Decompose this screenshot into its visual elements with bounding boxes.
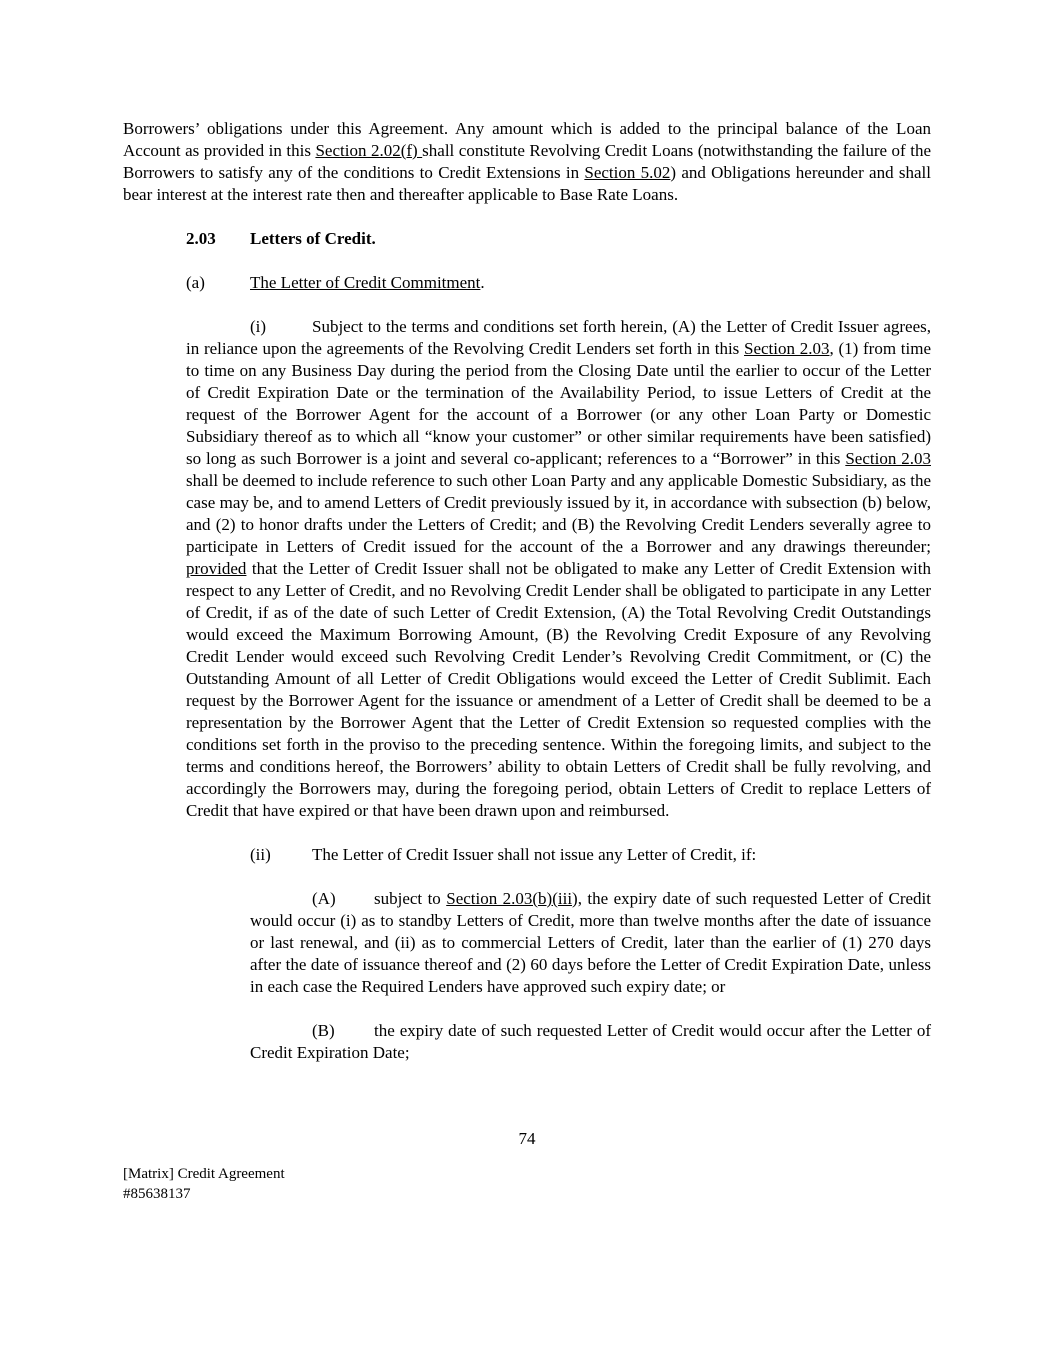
underlined-text-run: Section 5.02 bbox=[584, 163, 671, 182]
underlined-text-run: Section 2.03 bbox=[744, 339, 830, 358]
text-run: that the Letter of Credit Issuer shall not be obligated to make any Letter of Credit Extension with respect to any Letter of Credit, and no Revolving Credit Lender shall be obligated to participate in any Letter of Credit, if as of the date of such Letter of Credit Extension, (A) the Total Revolving Credit Outstandings would exceed the Maximum Borrowing Amount, (B) the Revolving Credit Exposure of any Revolving Credit Lender would exceed such Revolving Credit Lender’s Revolving Credit Commitment, or (C) the Outstanding Amount of all Letter of Credit Obligations would exceed the Letter of Credit Sublimit. Each request by the Borrower Agent for the issuance or amendment of a Letter of Credit shall be deemed to be a representation by the Borrower Agent that the Letter of Credit Extension so requested complies with the conditions set forth in the proviso to the preceding sentence. Within the foregoing limits, and subject to the terms and conditions hereof, the Borrowers’ ability to obtain Letters of Credit shall be fully revolving, and accordingly the Borrowers may, during the foregoing period, obtain Letters of Credit to replace Letters of Credit that have expired or that have been drawn upon and reimbursed. bbox=[186, 559, 931, 820]
text-run: the expiry date of such requested Letter of Credit would occur after the Letter of Credit Expiration Date; bbox=[250, 1021, 931, 1062]
text-run: . bbox=[480, 273, 485, 292]
clause-label: (A) bbox=[312, 889, 336, 908]
underlined-text-run: The Letter of Credit Commitment bbox=[250, 273, 481, 292]
clause-B-paragraph bbox=[250, 1020, 931, 1064]
underlined-text-run: Section 2.03 bbox=[845, 449, 931, 468]
footer-doc-id: #85638137 bbox=[123, 1186, 191, 1202]
text-run: shall be deemed to include reference to such other Loan Party and any applicable Domestic Subsidiary, as the case may be, and to amend Letters of Credit previously issued by it, in accordance with subsection (b) below, and (2) to honor drafts under the Letters of Credit; and (B) the Revolving Credit Lenders severally agree to participate in Letters of Credit issued for the account of the a Borrower and any drawings thereunder; bbox=[186, 471, 931, 556]
underlined-text-run: provided bbox=[186, 559, 247, 578]
underlined-text-run: Section 2.03(b)(iii), bbox=[446, 889, 582, 908]
text-run: , (1) from time to time on any Business Day during the period from the Closing Date until the earlier to occur of the Letter of Credit Expiration Date or the termination of the Availability Period, to issue Letters of Credit at the request of the Borrower Agent for the account of a Borrower (or any other Loan Party or Domestic Subsidiary thereof as to which all “know your customer” or other similar requirements have been satisfied) so long as such Borrower is a joint and several co-applicant; references to a “Borrower” in this bbox=[186, 339, 931, 468]
document-footer bbox=[123, 1164, 931, 1204]
text-run: ) and Obligations hereunder and shall bear interest at the interest rate then and thereafter applicable to Base Rate Loans. bbox=[123, 163, 931, 204]
clause-i-paragraph bbox=[186, 316, 931, 822]
paragraph-continuation bbox=[123, 118, 931, 206]
page-number: 74 bbox=[518, 1129, 536, 1148]
clause-label: (a) bbox=[186, 273, 205, 292]
section-heading-letters-of-credit bbox=[186, 228, 931, 250]
text-run: Borrowers’ obligations under this Agreement. Any amount which is added to the principal balance of the Loan Account as provided in this bbox=[123, 119, 931, 160]
clause-label: 2.03 bbox=[186, 229, 216, 248]
clause-a-heading bbox=[186, 272, 931, 294]
text-run: shall constitute Revolving Credit Loans (notwithstanding the failure of the Borrowers to satisfy any of the conditions to Credit Extensions in bbox=[123, 141, 931, 182]
text-run: Subject to the terms and conditions set forth herein, (A) the Letter of Credit Issuer agrees, in reliance upon the agreements of the Revolving Credit Lenders set forth in this bbox=[186, 317, 931, 358]
clause-label: (i) bbox=[250, 317, 267, 336]
footer-doc-title: [Matrix] Credit Agreement bbox=[123, 1166, 285, 1182]
text-run: The Letter of Credit Issuer shall not issue any Letter of Credit, if: bbox=[312, 845, 757, 864]
text-run: Letters of Credit. bbox=[250, 229, 376, 248]
clause-label: (ii) bbox=[250, 845, 271, 864]
clause-ii-paragraph bbox=[186, 844, 931, 866]
text-run: the expiry date of such requested Letter of Credit would occur (i) as to standby Letters of Credit, more than twelve months after the date of issuance or last renewal, and (ii) as to commercial Letters of Credit, later than the earlier of (1) 270 days after the date of issuance thereof and (2) 60 days before the Letter of Credit Expiration Date, unless in each case the Required Lenders have approved such expiry date; or bbox=[250, 889, 931, 996]
clause-label: (B) bbox=[312, 1021, 335, 1040]
text-run: subject to bbox=[374, 889, 447, 908]
clause-A-paragraph bbox=[250, 888, 931, 998]
underlined-text-run: Section 2.02(f) bbox=[315, 141, 423, 160]
